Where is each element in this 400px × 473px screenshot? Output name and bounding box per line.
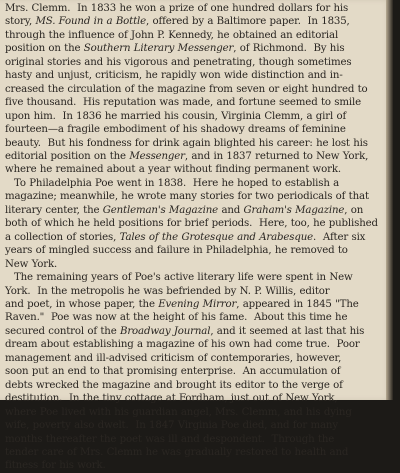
text-span: where Poe lived with his guardian angel, Mrs. Clemm, and his dying xyxy=(5,406,352,418)
text-line xyxy=(5,352,383,365)
text-span: secured control of the xyxy=(5,325,120,337)
text-line xyxy=(5,419,383,432)
text-line xyxy=(5,42,383,55)
text-line xyxy=(5,285,383,298)
text-span: fitness for his work. xyxy=(5,460,106,472)
text-span: hasty and unjust, criticism, he rapidly won wide distinction and in- xyxy=(5,70,343,82)
text-span: , and in 1837 returned to New York, xyxy=(184,150,369,162)
text-line xyxy=(5,150,383,163)
text-span: management and ill-advised criticism of contemporaries, however, xyxy=(5,352,342,364)
italic-title: Southern Literary Messenger xyxy=(83,43,234,55)
text-span: , appeared in 1845 "The xyxy=(236,298,359,310)
text-line xyxy=(5,217,383,230)
text-span: . After six xyxy=(313,231,366,243)
italic-title: Gentleman's Magazine xyxy=(102,204,219,216)
text-span: months thereafter the poet was ill and despondent. Through the xyxy=(5,433,335,445)
text-line xyxy=(5,258,383,271)
text-line xyxy=(5,446,383,459)
italic-title: Graham's Magazine xyxy=(243,204,345,216)
text-line xyxy=(5,83,383,96)
page-gutter-shadow xyxy=(386,0,393,400)
text-span: fourteen—a fragile embodiment of his shadowy dreams of feminine xyxy=(5,124,346,136)
text-line xyxy=(5,96,383,109)
text-line xyxy=(5,137,383,150)
text-line xyxy=(5,311,383,324)
text-line xyxy=(5,110,383,123)
text-span: and xyxy=(218,204,244,216)
text-span: literary center, the xyxy=(5,204,103,216)
text-span: , and it seemed at last that his xyxy=(210,325,365,337)
italic-title: Evening Mirror xyxy=(158,298,237,310)
text-span: York. In the metropolis he was befriended by N. P. Willis, editor xyxy=(5,285,330,297)
text-line xyxy=(5,244,383,257)
text-line xyxy=(5,15,383,28)
text-span: wife, poverty also dwelt. In 1847 Virginia Poe died, and for many xyxy=(5,420,338,432)
text-span: magazine; meanwhile, he wrote many stories for two periodicals of that xyxy=(5,191,369,203)
text-line xyxy=(5,56,383,69)
text-line xyxy=(5,365,383,378)
text-span: Mrs. Clemm. In 1833 he won a prize of one hundred dollars for his xyxy=(5,3,349,14)
text-span: creased the circulation of the magazine from seven or eight hundred to xyxy=(5,83,368,95)
paragraph-first-line xyxy=(5,177,383,190)
paragraph-first-line xyxy=(5,271,383,284)
text-line xyxy=(5,163,383,176)
text-span: where he remained about a year without finding permanent work. xyxy=(5,164,341,176)
text-span: years of mingled success and failure in Philadelphia, he removed to xyxy=(5,245,348,257)
text-line xyxy=(5,433,383,446)
text-span: debts wrecked the magazine and brought its editor to the verge of xyxy=(5,379,343,391)
text-line xyxy=(5,2,383,15)
text-span: Raven." Poe was now at the height of his fame. About this time he xyxy=(5,312,348,324)
italic-title: Broadway Journal xyxy=(120,325,211,337)
text-span: original stories and his vigorous and penetrating, though sometimes xyxy=(5,56,352,68)
page-body-text xyxy=(5,2,383,473)
text-line xyxy=(5,204,383,217)
text-span: To Philadelphia Poe went in 1838. Here he hoped to establish a xyxy=(14,177,340,189)
text-span: beauty. But his fondness for drink again blighted his career: he lost his xyxy=(5,137,368,149)
text-span: and poet, in whose paper, the xyxy=(5,298,159,310)
text-line xyxy=(5,338,383,351)
text-span: a collection of stories, xyxy=(5,231,120,243)
text-span: , on xyxy=(344,204,364,216)
text-span: position on the xyxy=(5,43,84,55)
text-span: soon put an end to that promising enterprise. An accumulation of xyxy=(5,366,341,378)
text-line xyxy=(5,379,383,392)
text-line xyxy=(5,69,383,82)
text-span: both of which he held positions for brief periods. Here, too, he published xyxy=(5,218,378,230)
text-span: story, xyxy=(5,16,36,28)
text-span: editorial position on the xyxy=(5,150,130,162)
text-span: , of Richmond. By his xyxy=(233,43,345,55)
text-span: five thousand. His reputation was made, and fortune seemed to smile xyxy=(5,97,361,109)
text-span: destitution. In the tiny cottage at Fordham, just out of New York, xyxy=(5,393,338,405)
text-line xyxy=(5,392,383,405)
text-line xyxy=(5,29,383,42)
italic-title: MS. Found in a Bottle xyxy=(35,16,147,28)
text-line xyxy=(5,123,383,136)
text-line xyxy=(5,231,383,244)
text-line xyxy=(5,190,383,203)
text-span: upon him. In 1836 he married his cousin, Virginia Clemm, a girl of xyxy=(5,110,347,122)
text-span: , offered by a Baltimore paper. In 1835, xyxy=(146,16,350,28)
text-line xyxy=(5,406,383,419)
text-span: New York. xyxy=(5,258,58,270)
text-span: The remaining years of Poe's active literary life were spent in New xyxy=(14,272,353,284)
text-span: through the influence of John P. Kennedy, he obtained an editorial xyxy=(5,29,339,41)
text-line xyxy=(5,325,383,338)
text-line xyxy=(5,298,383,311)
text-line xyxy=(5,459,383,472)
text-span: dream about establishing a magazine of his own had come true. Poor xyxy=(5,339,360,351)
italic-title: Tales of the Grotesque and Arabesque xyxy=(119,231,314,243)
italic-title: Messenger xyxy=(129,150,185,162)
text-span: tender care of Mrs. Clemm he was gradually restored to health and xyxy=(5,446,349,458)
